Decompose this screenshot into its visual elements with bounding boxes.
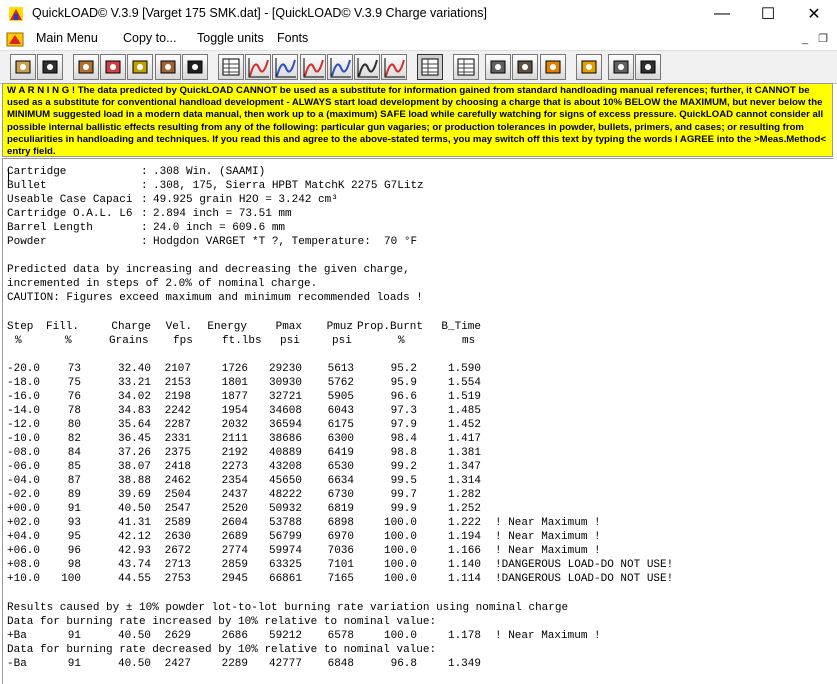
menu-copy-to[interactable]: Copy to... bbox=[123, 31, 177, 45]
combined-chart-button[interactable] bbox=[381, 54, 407, 80]
flame-icon bbox=[542, 56, 564, 78]
table-cell: 40.50 bbox=[117, 503, 151, 516]
column-header: B_Time bbox=[441, 320, 481, 333]
cartridges-button[interactable] bbox=[576, 54, 602, 80]
table-cell: 6898 bbox=[327, 517, 354, 530]
column-header: Pmuz bbox=[326, 320, 353, 333]
table-cell: +10.0 bbox=[7, 573, 41, 586]
table-cell: 2242 bbox=[164, 404, 191, 417]
table-cell: 2192 bbox=[221, 447, 248, 459]
table-cell: 100.0 bbox=[383, 517, 417, 530]
table-cell: 48222 bbox=[268, 489, 302, 502]
pressure-chart-button[interactable] bbox=[245, 54, 271, 80]
info-label: Barrel Length bbox=[7, 222, 93, 235]
table-cell: 2686 bbox=[221, 629, 248, 642]
column-header: Step bbox=[7, 320, 34, 333]
column-unit: Grains bbox=[109, 334, 149, 347]
table-cell: 6730 bbox=[327, 489, 354, 502]
list-button[interactable] bbox=[453, 54, 479, 80]
table-cell: 2437 bbox=[221, 489, 248, 502]
table-cell: 44.55 bbox=[117, 573, 151, 586]
table-cell: 2418 bbox=[164, 461, 191, 474]
table-cell: 2689 bbox=[221, 531, 248, 544]
time-chart-icon bbox=[356, 56, 378, 78]
table-cell: 2375 bbox=[164, 447, 191, 459]
table-cell: -04.0 bbox=[7, 475, 41, 488]
table-cell: 2774 bbox=[221, 545, 248, 558]
table-cell: -18.0 bbox=[7, 376, 41, 389]
table-cell: 40.50 bbox=[117, 657, 151, 670]
bullet-icon bbox=[129, 56, 151, 78]
info-colon: : bbox=[141, 222, 148, 235]
column-unit: ms bbox=[462, 334, 476, 347]
table-cell: 2672 bbox=[164, 545, 191, 558]
table-cell: 7036 bbox=[327, 545, 354, 558]
table-cell: 1.417 bbox=[447, 432, 481, 445]
cartridge-icon bbox=[75, 56, 97, 78]
table-cell: 1.282 bbox=[447, 489, 481, 502]
table-cell: +04.0 bbox=[7, 531, 41, 544]
table-cell: 34.83 bbox=[117, 404, 151, 417]
table-cell: 33.21 bbox=[117, 376, 151, 389]
table-cell: 99.2 bbox=[390, 461, 417, 474]
table-cell: 7101 bbox=[327, 559, 354, 572]
combined-chart-icon bbox=[383, 56, 405, 78]
table-cell: 59974 bbox=[268, 545, 302, 558]
pistol-button[interactable] bbox=[635, 54, 661, 80]
table-cell: 2273 bbox=[221, 461, 248, 474]
info-label: Bullet bbox=[7, 180, 47, 193]
info-value: 49.925 grain H2O = 3.242 cm³ bbox=[153, 194, 338, 207]
table-cell: 6578 bbox=[327, 629, 354, 642]
info-colon: : bbox=[141, 180, 148, 193]
table-cell: 73 bbox=[67, 362, 81, 375]
table-cell: 42.12 bbox=[117, 531, 151, 544]
table-cell: 32.40 bbox=[117, 362, 151, 375]
table-cell: 95.9 bbox=[390, 376, 417, 389]
table-cell: 1.590 bbox=[447, 362, 481, 375]
table-cell: 6043 bbox=[327, 404, 354, 417]
mdi-restore-button[interactable]: ❐ bbox=[818, 33, 828, 45]
info-colon: : bbox=[141, 194, 148, 207]
table-cell: +Ba bbox=[7, 629, 27, 642]
info-colon: : bbox=[141, 236, 148, 249]
burn-chart-icon bbox=[329, 56, 351, 78]
table-cell: 96.8 bbox=[390, 657, 417, 670]
table-cell: 45650 bbox=[268, 475, 302, 488]
results-output[interactable] bbox=[2, 158, 833, 684]
save-icon bbox=[39, 56, 61, 78]
powder-icon bbox=[102, 56, 124, 78]
info-colon: : bbox=[141, 166, 148, 178]
column-unit: psi bbox=[280, 334, 300, 347]
table-cell: 2713 bbox=[164, 559, 191, 572]
table-cell: 1954 bbox=[221, 404, 248, 417]
save-button[interactable] bbox=[37, 54, 63, 80]
table-cell: 30930 bbox=[268, 376, 302, 389]
table-cell: 100.0 bbox=[383, 559, 417, 572]
near-maximum-flag: ! Near Maximum ! bbox=[495, 545, 601, 558]
table-cell: +00.0 bbox=[7, 503, 41, 516]
table-cell: 97.3 bbox=[390, 404, 417, 417]
table-cell: 100.0 bbox=[383, 573, 417, 586]
table-cell: 1801 bbox=[221, 376, 248, 389]
variation-increase-label: Data for burning rate increased by 10% relative to nominal value: bbox=[7, 615, 437, 628]
table-cell: 2547 bbox=[164, 503, 191, 516]
table-cell: 5905 bbox=[327, 390, 354, 403]
info-value: .308 Win. (SAAMI) bbox=[153, 166, 266, 178]
table-cell: 1.114 bbox=[447, 573, 481, 586]
column-header: Energy bbox=[207, 320, 247, 333]
info-label: Powder bbox=[7, 236, 47, 249]
scope-button[interactable] bbox=[182, 54, 208, 80]
table-cell: 43208 bbox=[268, 461, 302, 474]
velocity-chart-button[interactable] bbox=[272, 54, 298, 80]
danger-flag: !DANGEROUS LOAD-DO NOT USE! bbox=[495, 573, 674, 586]
column-header: Pmax bbox=[275, 320, 302, 333]
cartridge-button[interactable] bbox=[73, 54, 99, 80]
menu-fonts[interactable]: Fonts bbox=[277, 31, 309, 45]
table-cell: 40.50 bbox=[117, 629, 151, 642]
caliber-icon bbox=[514, 56, 536, 78]
table-cell: 91 bbox=[67, 657, 81, 670]
table-cell: +08.0 bbox=[7, 559, 41, 572]
table-cell: 6419 bbox=[327, 447, 354, 459]
velocity-chart-icon bbox=[274, 56, 296, 78]
table-cell: 35.64 bbox=[117, 418, 151, 431]
table-cell: 82 bbox=[67, 432, 81, 445]
table-cell: 6300 bbox=[327, 432, 354, 445]
gun-bolt-button[interactable] bbox=[485, 54, 511, 80]
table-cell: 87 bbox=[67, 475, 81, 488]
note-line: incremented in steps of 2.0% of nominal charge. bbox=[7, 278, 318, 291]
table-cell: 2198 bbox=[164, 390, 191, 403]
table-cell: 2287 bbox=[164, 418, 191, 431]
near-maximum-flag: ! Near Maximum ! bbox=[495, 531, 601, 544]
energy-chart-icon bbox=[302, 56, 324, 78]
menu-toggle-units[interactable]: Toggle units bbox=[197, 31, 264, 45]
maximize-button[interactable]: ☐ bbox=[760, 6, 776, 23]
column-header: Fill. bbox=[45, 320, 79, 333]
near-maximum-flag: ! Near Maximum ! bbox=[495, 517, 601, 530]
table-cell: 1.178 bbox=[447, 629, 481, 642]
info-value: Hodgdon VARGET *T ?, Temperature: 70 °F bbox=[153, 236, 418, 249]
table-cell: 95 bbox=[67, 531, 81, 544]
table-cell: 2427 bbox=[164, 657, 191, 670]
table-cell: 34.02 bbox=[117, 390, 151, 403]
table-cell: 2604 bbox=[221, 517, 248, 530]
table-cell: 66861 bbox=[268, 573, 302, 586]
column-unit: % bbox=[398, 334, 405, 347]
table-cell: 2520 bbox=[221, 503, 248, 516]
open-file-icon bbox=[12, 56, 34, 78]
table-cell: 1.485 bbox=[447, 404, 481, 417]
table-cell: 63325 bbox=[268, 559, 302, 572]
column-header: Prop.Burnt bbox=[357, 320, 424, 333]
table-cell: 1.349 bbox=[447, 657, 481, 670]
column-header: Vel. bbox=[165, 320, 192, 333]
pressure-chart-icon bbox=[247, 56, 269, 78]
table-cell: 6175 bbox=[327, 418, 354, 431]
table-cell: 5762 bbox=[327, 376, 354, 389]
charge-table-icon bbox=[419, 56, 441, 78]
column-unit: % bbox=[65, 334, 72, 347]
table-cell: 1.314 bbox=[447, 475, 481, 488]
table-cell: 2111 bbox=[221, 432, 248, 445]
table-cell: 75 bbox=[67, 376, 81, 389]
table-cell: -14.0 bbox=[7, 404, 41, 417]
column-unit: ft.lbs bbox=[222, 334, 262, 347]
charge-table-button[interactable] bbox=[417, 54, 443, 80]
table-cell: 37.26 bbox=[117, 447, 151, 459]
table-cell: 2289 bbox=[221, 657, 248, 670]
bullet-button[interactable] bbox=[127, 54, 153, 80]
table-cell: 2107 bbox=[164, 362, 191, 375]
table-cell: 93 bbox=[67, 517, 81, 530]
table-cell: 96.6 bbox=[390, 390, 417, 403]
table-cell: 41.31 bbox=[117, 517, 151, 530]
pistol-icon bbox=[637, 56, 659, 78]
table-cell: 40889 bbox=[268, 447, 302, 459]
table-cell: 84 bbox=[67, 447, 81, 459]
column-unit: fps bbox=[173, 334, 193, 347]
table-cell: +02.0 bbox=[7, 517, 41, 530]
table-cell: -Ba bbox=[7, 657, 27, 670]
info-value: .308, 175, Sierra HPBT MatchK 2275 G7Litz bbox=[153, 180, 424, 193]
scope-icon bbox=[184, 56, 206, 78]
table-cell: 56799 bbox=[268, 531, 302, 544]
table-cell: -16.0 bbox=[7, 390, 41, 403]
table-cell: 100.0 bbox=[383, 629, 417, 642]
table-cell: 29230 bbox=[268, 362, 302, 375]
table-cell: 1.347 bbox=[447, 461, 481, 474]
table-cell: 85 bbox=[67, 461, 81, 474]
table-cell: 1.166 bbox=[447, 545, 481, 558]
toolbar bbox=[0, 50, 837, 84]
table-cell: 91 bbox=[67, 503, 81, 516]
table-cell: -06.0 bbox=[7, 461, 41, 474]
time-chart-button[interactable] bbox=[354, 54, 380, 80]
table-cell: 96 bbox=[67, 545, 81, 558]
table-cell: 34608 bbox=[268, 404, 302, 417]
note-line: Predicted data by increasing and decreasing the given charge, bbox=[7, 264, 410, 277]
info-value: 24.0 inch = 609.6 mm bbox=[153, 222, 286, 235]
danger-flag: !DANGEROUS LOAD-DO NOT USE! bbox=[495, 559, 674, 572]
table-icon bbox=[220, 56, 242, 78]
title-bar bbox=[0, 0, 837, 28]
table-cell: 2753 bbox=[164, 573, 191, 586]
cartridges-icon bbox=[578, 56, 600, 78]
table-cell: 98 bbox=[67, 559, 81, 572]
table-cell: 100.0 bbox=[383, 531, 417, 544]
table-cell: 5613 bbox=[327, 362, 354, 375]
table-cell: 39.69 bbox=[117, 489, 151, 502]
table-cell: 100.0 bbox=[383, 545, 417, 558]
table-cell: 2032 bbox=[221, 418, 248, 431]
table-cell: 1.140 bbox=[447, 559, 481, 572]
table-cell: -12.0 bbox=[7, 418, 41, 431]
table-cell: 6970 bbox=[327, 531, 354, 544]
table-cell: +06.0 bbox=[7, 545, 41, 558]
table-cell: 59212 bbox=[268, 629, 302, 642]
column-unit: psi bbox=[332, 334, 352, 347]
table-cell: 2945 bbox=[221, 573, 248, 586]
window-title: QuickLOAD© V.3.9 [Varget 175 SMK.dat] - [QuickLOAD© V.3.9 Charge variations] bbox=[32, 6, 487, 20]
document-icon[interactable] bbox=[6, 31, 24, 47]
variation-heading: Results caused by ± 10% powder lot-to-lot burning rate variation using nominal charge bbox=[7, 601, 569, 614]
table-cell: 50932 bbox=[268, 503, 302, 516]
table-cell: 2630 bbox=[164, 531, 191, 544]
near-maximum-flag: ! Near Maximum ! bbox=[495, 629, 601, 642]
menu-main-menu[interactable]: Main Menu bbox=[36, 31, 98, 45]
table-cell: 38.88 bbox=[117, 475, 151, 488]
info-label: Useable Case Capaci bbox=[7, 194, 133, 207]
table-cell: 2331 bbox=[164, 432, 191, 445]
notebook-button[interactable] bbox=[608, 54, 634, 80]
mdi-minimize-button[interactable]: _ bbox=[801, 33, 809, 45]
table-cell: 43.74 bbox=[117, 559, 151, 572]
table-cell: 2153 bbox=[164, 376, 191, 389]
list-icon bbox=[455, 56, 477, 78]
table-cell: 6848 bbox=[327, 657, 354, 670]
table-cell: 1.194 bbox=[447, 531, 481, 544]
table-cell: 1.252 bbox=[447, 503, 481, 516]
burn-chart-button[interactable] bbox=[327, 54, 353, 80]
table-cell: 1.519 bbox=[447, 390, 481, 403]
table-cell: 99.5 bbox=[390, 475, 417, 488]
table-cell: 1726 bbox=[221, 362, 248, 375]
column-unit: % bbox=[15, 334, 22, 347]
table-cell: 53788 bbox=[268, 517, 302, 530]
minimize-button[interactable]: — bbox=[714, 5, 730, 22]
open-file-button[interactable] bbox=[10, 54, 36, 80]
table-cell: 36.45 bbox=[117, 432, 151, 445]
info-label: Cartridge O.A.L. L6 bbox=[7, 208, 133, 221]
table-cell: 1.554 bbox=[447, 376, 481, 389]
rifle-icon bbox=[157, 56, 179, 78]
table-cell: 1877 bbox=[221, 390, 248, 403]
table-cell: 2859 bbox=[221, 559, 248, 572]
table-cell: 99.9 bbox=[390, 503, 417, 516]
table-cell: 95.2 bbox=[390, 362, 417, 375]
flame-button[interactable] bbox=[540, 54, 566, 80]
table-cell: 2354 bbox=[221, 475, 248, 488]
column-header: Charge bbox=[111, 320, 151, 333]
energy-chart-button[interactable] bbox=[300, 54, 326, 80]
table-cell: 42777 bbox=[268, 657, 302, 670]
table-cell: 78 bbox=[67, 404, 81, 417]
info-value: 2.894 inch = 73.51 mm bbox=[153, 208, 292, 221]
note-line: CAUTION: Figures exceed maximum and minimum recommended loads ! bbox=[7, 292, 423, 305]
table-cell: 2504 bbox=[164, 489, 191, 502]
table-cell: 7165 bbox=[327, 573, 354, 586]
table-cell: -08.0 bbox=[7, 447, 41, 459]
info-label: Cartridge bbox=[7, 166, 67, 178]
table-cell: 38686 bbox=[268, 432, 302, 445]
caliber-button[interactable] bbox=[512, 54, 538, 80]
app-icon bbox=[8, 6, 24, 22]
table-cell: 6530 bbox=[327, 461, 354, 474]
close-button[interactable]: ✕ bbox=[807, 6, 821, 23]
table-cell: 89 bbox=[67, 489, 81, 502]
warning-banner: W A R N I N G ! The data predicted by QuickLOAD CANNOT be used as a substitute for information gained from standard handloading manual references; further, it CANNOT be used as a substitute for conventional handload development - ALWAYS start load development by choosing a charge that is about 10% BELOW the MAXIMUM, but never below the MINIMUM suggested load in a modern data manual, then work up to a (maximum) SAFE load while carefully watching for signs of excess pressure. QuickLOAD cannot consider all possible internal ballistic effects resulting from any of the following: particular gun vagaries; or production tolerances in powder, bullets, primers, and cases; or resulting from peculiarities in handloading and techniques. If you read this and agree to the above-stated terms, you may switch off this text by typing the words I AGREE into the >Meas.Method< entry field. bbox=[2, 83, 833, 157]
menu-bar bbox=[0, 28, 837, 50]
table-cell: -10.0 bbox=[7, 432, 41, 445]
table-cell: 1.452 bbox=[447, 418, 481, 431]
table-button[interactable] bbox=[218, 54, 244, 80]
variation-decrease-label: Data for burning rate decreased by 10% relative to nominal value: bbox=[7, 643, 437, 656]
table-cell: 38.07 bbox=[117, 461, 151, 474]
table-cell: 80 bbox=[67, 418, 81, 431]
table-cell: -20.0 bbox=[7, 362, 41, 375]
table-cell: 36594 bbox=[268, 418, 302, 431]
table-cell: 76 bbox=[67, 390, 81, 403]
table-cell: 100 bbox=[61, 573, 81, 586]
table-cell: 32721 bbox=[268, 390, 302, 403]
table-cell: 2629 bbox=[164, 629, 191, 642]
info-colon: : bbox=[141, 208, 148, 221]
table-cell: 6819 bbox=[327, 503, 354, 516]
table-cell: 6634 bbox=[327, 475, 354, 488]
notebook-icon bbox=[610, 56, 632, 78]
table-cell: 2462 bbox=[164, 475, 191, 488]
table-cell: 1.222 bbox=[447, 517, 481, 530]
table-cell: 99.7 bbox=[390, 489, 417, 502]
table-cell: -02.0 bbox=[7, 489, 41, 502]
rifle-button[interactable] bbox=[155, 54, 181, 80]
table-cell: 1.381 bbox=[447, 447, 481, 459]
powder-button[interactable] bbox=[100, 54, 126, 80]
table-cell: 98.8 bbox=[390, 447, 417, 459]
table-cell: 42.93 bbox=[117, 545, 151, 558]
gun-bolt-icon bbox=[487, 56, 509, 78]
table-cell: 97.9 bbox=[390, 418, 417, 431]
table-cell: 98.4 bbox=[390, 432, 417, 445]
table-cell: 2589 bbox=[164, 517, 191, 530]
table-cell: 91 bbox=[67, 629, 81, 642]
